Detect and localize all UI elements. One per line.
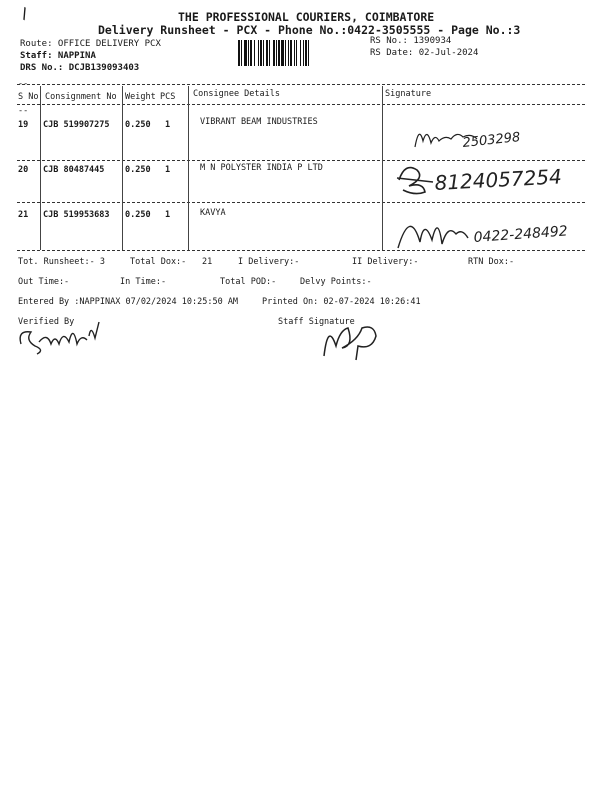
rs-number: RS No.: 1390934 (370, 36, 452, 46)
out-time: Out Time:- (18, 277, 70, 287)
row-weight: 0.250 (125, 165, 151, 175)
col-divider (382, 86, 383, 250)
row-sno: 19 (18, 120, 29, 130)
col-divider (188, 86, 189, 250)
col-header-pcs: PCS (160, 92, 176, 102)
svg-text:8124057254: 8124057254 (434, 164, 563, 195)
col-header-signature: Signature (385, 89, 432, 99)
row-consignee: M N POLYSTER INDIA P LTD (200, 163, 323, 173)
svg-text:2503298: 2503298 (461, 130, 522, 151)
staff-signature (318, 316, 388, 362)
col-divider (40, 86, 41, 250)
total-dox-label: Total Dox:- (130, 257, 187, 267)
route-label: Route: OFFICE DELIVERY PCX (20, 39, 161, 49)
ii-delivery: II Delivery:- (352, 257, 419, 267)
verified-by-signature (15, 316, 125, 356)
table-top-rule (17, 84, 585, 85)
svg-text:0422-248492: 0422-248492 (473, 223, 569, 246)
header-bottom-rule (17, 104, 585, 105)
in-time: In Time:- (120, 277, 167, 287)
row-pcs: 1 (165, 120, 171, 130)
rtn-dox: RTN Dox:- (468, 257, 515, 267)
company-title: THE PROFESSIONAL COURIERS, COIMBATORE (178, 10, 435, 24)
row-consignment: CJB 519953683 (43, 210, 110, 220)
row-rule (17, 202, 585, 203)
signature-row-20 (395, 160, 585, 200)
row-consignment: CJB 80487445 (43, 165, 105, 175)
barcode (238, 40, 366, 66)
total-runsheet: Tot. Runsheet:- 3 (18, 257, 105, 267)
total-pod: Total POD:- (220, 277, 277, 287)
runsheet-subtitle: Delivery Runsheet - PCX - Phone No.:0422-3505555 - Page No.:3 (98, 23, 521, 37)
rs-date: RS Date: 02-Jul-2024 (370, 48, 479, 58)
row-weight: 0.250 (125, 210, 151, 220)
row-pcs: 1 (165, 210, 171, 220)
row-weight: 0.250 (125, 120, 151, 130)
entered-by: Entered By :NAPPINAX 07/02/2024 10:25:50 AM (18, 297, 239, 307)
i-delivery: I Delivery:- (238, 257, 300, 267)
col-header-sno: S No (18, 92, 39, 102)
pen-tick-mark: \ (16, 4, 32, 24)
staff-signature-label: Staff Signature (278, 317, 355, 327)
row-pcs: 1 (165, 165, 171, 175)
rule-mark: -- (18, 106, 29, 116)
col-header-weight: Weight (125, 92, 156, 102)
signature-row-21 (390, 204, 590, 252)
col-header-consignee: Consignee Details (193, 89, 280, 99)
verified-by-label: Verified By (18, 317, 75, 327)
col-header-consignment: Consignment No (45, 92, 117, 102)
rule-mark: -- (18, 79, 29, 89)
signature-row-19 (405, 117, 585, 157)
row-consignee: KAVYA (200, 208, 226, 218)
row-consignee: VIBRANT BEAM INDUSTRIES (200, 117, 318, 127)
col-divider (122, 86, 123, 250)
delvy-points: Delvy Points:- (300, 277, 372, 287)
row-consignment: CJB 519907275 (43, 120, 110, 130)
staff-label: Staff: NAPPINA (20, 51, 96, 61)
row-sno: 20 (18, 165, 29, 175)
printed-on: Printed On: 02-07-2024 10:26:41 (262, 297, 421, 307)
total-dox-value: 21 (202, 257, 213, 267)
drs-number: DRS No.: DCJB139093403 (20, 63, 140, 73)
row-sno: 21 (18, 210, 29, 220)
